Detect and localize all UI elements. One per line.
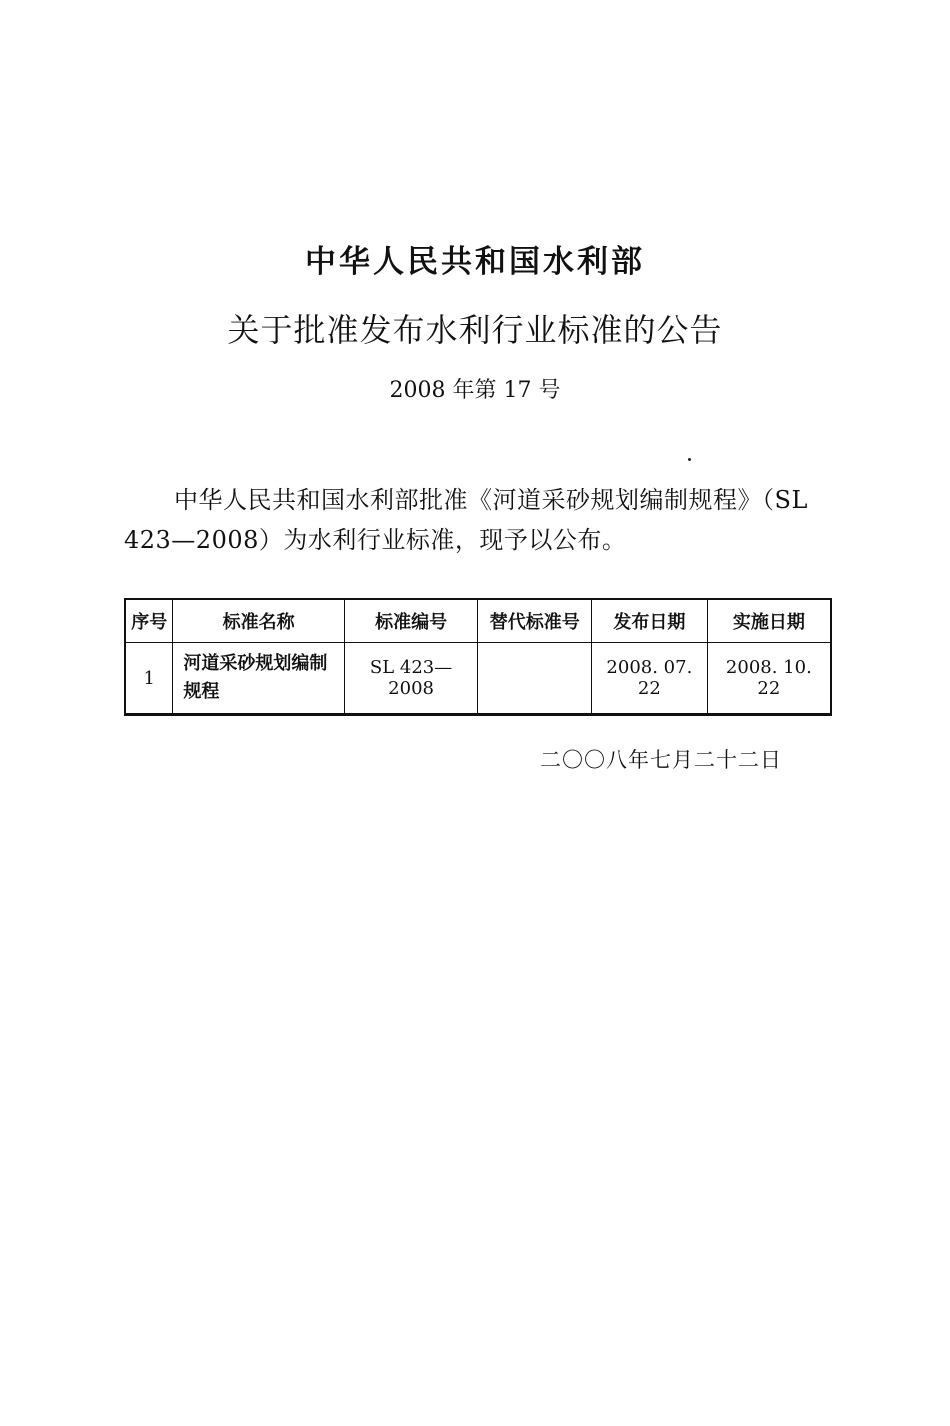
issuing-organization: 中华人民共和国水利部 xyxy=(305,244,645,280)
cell-standard-name: 河道采砂规划编制规程 xyxy=(173,643,344,715)
announcement-body: 中华人民共和国水利部批准《河道采砂规划编制规程》（SL 423—2008）为水利行业标准，现予以公布。 xyxy=(124,486,808,554)
table-header-row xyxy=(125,599,831,643)
cell-standard-code: SL 423—2008 xyxy=(344,643,478,715)
standards-table xyxy=(124,598,832,716)
cell-effective-date: 2008. 10. 22 xyxy=(707,643,831,715)
header-standard-code: 标准编号 xyxy=(344,599,478,643)
header-standard-name: 标准名称 xyxy=(173,599,344,643)
header-publish-date: 发布日期 xyxy=(592,599,708,643)
header-replaced-standard: 替代标准号 xyxy=(478,599,592,643)
cell-replaced-standard xyxy=(478,643,592,715)
cell-publish-date: 2008. 07. 22 xyxy=(592,643,708,715)
cell-seq: 1 xyxy=(125,643,173,715)
announcement-number: 2008 年第 17 号 xyxy=(389,378,561,403)
header-effective-date: 实施日期 xyxy=(707,599,831,643)
table-row xyxy=(125,643,831,715)
signing-date: 二〇〇八年七月二十二日 xyxy=(540,748,782,772)
scan-speck xyxy=(688,458,691,461)
announcement-title: 关于批准发布水利行业标准的公告 xyxy=(227,311,723,349)
header-seq: 序号 xyxy=(125,599,173,643)
